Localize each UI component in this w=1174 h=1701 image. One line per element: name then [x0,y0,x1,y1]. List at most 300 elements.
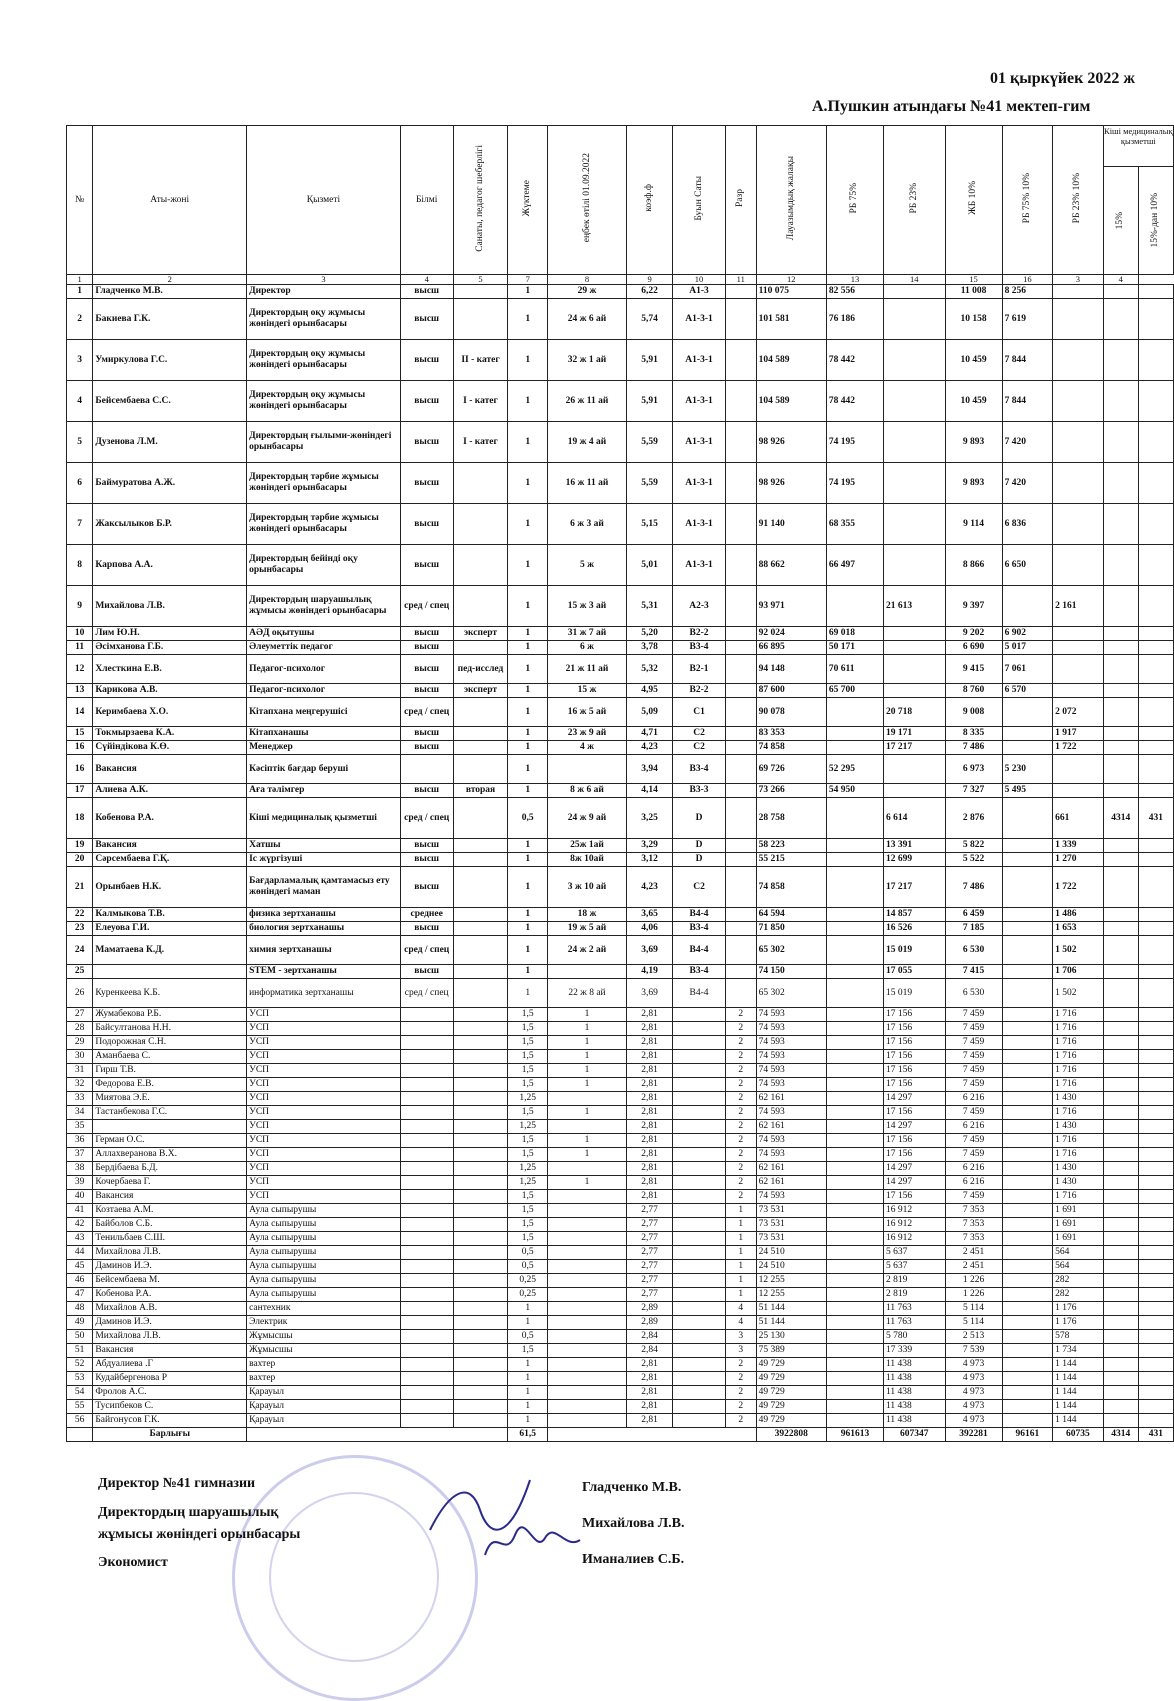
cell-name: Кочербаева Г. [93,1176,247,1190]
cell-razr: 2 [725,1148,756,1162]
cell-edu: среднее [400,908,453,922]
cell-name: Аллахверанова В.Х. [93,1148,247,1162]
cell-p15-10 [1138,641,1173,655]
cell-jb10: 6 216 [945,1092,1002,1106]
table-row [67,908,1174,922]
document-date: 01 қыркүйек 2022 ж [990,70,1135,87]
cell-cat [453,979,508,1008]
cell-p15-10 [1138,1064,1173,1078]
cell-p15-10 [1138,1260,1173,1274]
cell-razr [725,727,756,741]
cell-coef: 2,81 [627,1036,673,1050]
col-jb10: ЖБ 10% [945,126,1002,275]
table-row [67,741,1174,755]
cell-rb75 [826,1246,883,1260]
cell-pos: Директордың шаруашылық жұмысы жөніндегі орынбасары [247,586,401,627]
cell-rb75: 74 195 [826,422,883,463]
cell-exp: 6 ж 3 ай [547,504,626,545]
cell-cat [453,965,508,979]
cell-edu: высш [400,741,453,755]
cell-razr [725,504,756,545]
cell-rb23: 14 297 [884,1092,946,1106]
cell-load: 1 [508,839,548,853]
cell-no: 20 [67,853,93,867]
cell-p15 [1103,641,1138,655]
cell-rb75-10 [1002,1274,1053,1288]
cell-coef: 2,81 [627,1148,673,1162]
cell-p15-10 [1138,1414,1173,1428]
cell-name: Вакансия [93,1190,247,1204]
cell-jb10: 6 530 [945,936,1002,965]
cell-p15-10 [1138,979,1173,1008]
cell-name: Вакансия [93,1344,247,1358]
cell-p15-10 [1138,504,1173,545]
cell-rb75 [826,1372,883,1386]
column-number: 4 [400,275,453,285]
cell-rb23-10: 1 716 [1053,1008,1104,1022]
cell-rb23: 2 819 [884,1274,946,1288]
cell-rb23 [884,422,946,463]
cell-salary: 49 729 [756,1372,826,1386]
cell-p15-10 [1138,741,1173,755]
cell-p15 [1103,1372,1138,1386]
cell-pos: химия зертханашы [247,936,401,965]
cell-edu: высш [400,965,453,979]
cell-p15 [1103,922,1138,936]
cell-razr: 3 [725,1330,756,1344]
cell-rb75: 74 195 [826,463,883,504]
cell-salary: 49 729 [756,1400,826,1414]
cell-pos: Кітапхана меңгерушісі [247,698,401,727]
cell-rb75-10: 7 619 [1002,299,1053,340]
cell-pos: Аула сыпырушы [247,1274,401,1288]
cell-razr [725,922,756,936]
cell-rb23-10: 1 716 [1053,1134,1104,1148]
col-category: Санаты, педагог шеберлігі [453,126,508,275]
cell-pos: биология зертханашы [247,922,401,936]
cell-jb10: 1 226 [945,1274,1002,1288]
cell-cat [453,1064,508,1078]
cell-exp: 31 ж 7 ай [547,627,626,641]
cell-coef: 5,59 [627,422,673,463]
cell-coef: 2,81 [627,1372,673,1386]
cell-rb75: 68 355 [826,504,883,545]
cell-salary: 55 215 [756,853,826,867]
cell-razr: 4 [725,1316,756,1330]
cell-load: 1,5 [508,1106,548,1120]
cell-load: 1 [508,1414,548,1428]
cell-load: 1 [508,965,548,979]
cell-block [673,1260,726,1274]
cell-salary: 24 510 [756,1260,826,1274]
cell-exp: 1 [547,1064,626,1078]
table-row [67,1232,1174,1246]
cell-load: 1,5 [508,1344,548,1358]
cell-rb23-10: 1 486 [1053,908,1104,922]
cell-razr [725,936,756,965]
cell-load: 1 [508,936,548,965]
cell-pos: УСП [247,1162,401,1176]
cell-p15-10 [1138,627,1173,641]
totals-row [67,1428,1174,1442]
cell-pos: вахтер [247,1358,401,1372]
cell-salary: 64 594 [756,908,826,922]
cell-jb10: 7 459 [945,1064,1002,1078]
cell-block [673,1344,726,1358]
cell-rb75 [826,1204,883,1218]
cell-load: 1 [508,586,548,627]
cell-name: Гладченко М.В. [93,285,247,299]
cell-block [673,1036,726,1050]
cell-rb75 [826,1148,883,1162]
cell-load: 1,5 [508,1050,548,1064]
cell-p15 [1103,1134,1138,1148]
cell-rb75: 70 611 [826,655,883,684]
cell-razr [725,839,756,853]
cell-rb23: 6 614 [884,798,946,839]
cell-rb75 [826,1274,883,1288]
cell-p15-10 [1138,1092,1173,1106]
cell-no: 51 [67,1344,93,1358]
cell-rb75 [826,741,883,755]
cell-jb10: 2 876 [945,798,1002,839]
cell-exp: 1 [547,1050,626,1064]
cell-block: В3-4 [673,641,726,655]
cell-rb75 [826,1386,883,1400]
cell-p15-10 [1138,936,1173,965]
total-rb23-10: 60735 [1053,1428,1104,1442]
cell-edu [400,1176,453,1190]
cell-razr [725,463,756,504]
cell-rb75 [826,798,883,839]
cell-jb10: 7 459 [945,1190,1002,1204]
cell-razr: 2 [725,1008,756,1022]
cell-p15 [1103,1078,1138,1092]
cell-p15-10 [1138,698,1173,727]
cell-razr [725,965,756,979]
cell-coef: 5,91 [627,381,673,422]
cell-coef: 2,77 [627,1288,673,1302]
cell-block [673,1050,726,1064]
cell-load: 1 [508,340,548,381]
cell-load: 1 [508,867,548,908]
cell-exp [547,1302,626,1316]
cell-pos: Аула сыпырушы [247,1260,401,1274]
document-title: А.Пушкин атындағы №41 мектеп-гим [812,98,1091,115]
cell-p15 [1103,1204,1138,1218]
table-row [67,627,1174,641]
cell-razr: 1 [725,1246,756,1260]
cell-razr: 1 [725,1260,756,1274]
cell-jb10: 2 451 [945,1246,1002,1260]
cell-salary: 73 531 [756,1204,826,1218]
cell-rb23: 21 613 [884,586,946,627]
cell-razr [725,867,756,908]
cell-no: 7 [67,504,93,545]
cell-rb75-10: 7 844 [1002,381,1053,422]
cell-exp [547,1274,626,1288]
cell-coef: 2,77 [627,1246,673,1260]
cell-salary: 74 593 [756,1134,826,1148]
cell-rb75 [826,979,883,1008]
cell-no: 19 [67,839,93,853]
cell-jb10: 9 415 [945,655,1002,684]
cell-salary: 74 593 [756,1022,826,1036]
cell-coef: 2,81 [627,1176,673,1190]
cell-razr [725,979,756,1008]
cell-p15-10 [1138,727,1173,741]
cell-block [673,1162,726,1176]
cell-pos: Директордың оқу жұмысы жөніндегі орынбасары [247,381,401,422]
cell-rb75-10 [1002,965,1053,979]
cell-coef: 2,81 [627,1120,673,1134]
cell-cat [453,1190,508,1204]
cell-edu: высш [400,655,453,684]
cell-cat [453,1036,508,1050]
cell-load: 0,25 [508,1288,548,1302]
cell-pos: Аула сыпырушы [247,1232,401,1246]
cell-rb75 [826,1232,883,1246]
col-rb23: РБ 23% [884,126,946,275]
cell-salary: 69 726 [756,755,826,784]
cell-rb23: 17 156 [884,1106,946,1120]
cell-load: 1 [508,641,548,655]
cell-edu [400,1288,453,1302]
cell-salary: 74 593 [756,1064,826,1078]
column-number: 7 [508,275,548,285]
table-row [67,784,1174,798]
cell-p15-10 [1138,463,1173,504]
cell-salary: 28 758 [756,798,826,839]
cell-edu: сред / спец [400,979,453,1008]
cell-exp: 1 [547,1148,626,1162]
cell-name: Карпова А.А. [93,545,247,586]
cell-load: 1 [508,545,548,586]
cell-name: Байгонусов Г.К. [93,1414,247,1428]
total-p15: 4314 [1103,1428,1138,1442]
cell-coef: 2,81 [627,1190,673,1204]
col-position: Қызметі [247,126,401,275]
cell-cat [453,867,508,908]
cell-salary: 110 075 [756,285,826,299]
cell-rb75-10 [1002,1204,1053,1218]
cell-jb10: 2 513 [945,1330,1002,1344]
cell-rb23-10: 1 716 [1053,1064,1104,1078]
cell-edu [400,1232,453,1246]
cell-jb10: 5 522 [945,853,1002,867]
cell-edu: высш [400,299,453,340]
col-p15: 15% [1104,167,1139,274]
cell-p15-10 [1138,1134,1173,1148]
cell-p15 [1103,1064,1138,1078]
cell-coef: 2,89 [627,1316,673,1330]
cell-cat [453,698,508,727]
cell-name: Бакиева Г.К. [93,299,247,340]
cell-rb75-10 [1002,1414,1053,1428]
cell-pos: УСП [247,1092,401,1106]
cell-load: 1 [508,1400,548,1414]
cell-no: 46 [67,1274,93,1288]
cell-load: 0,5 [508,798,548,839]
cell-edu: высш [400,285,453,299]
cell-load: 1 [508,979,548,1008]
cell-jb10: 6 690 [945,641,1002,655]
table-row [67,299,1174,340]
cell-razr [725,853,756,867]
cell-rb23-10: 1 430 [1053,1176,1104,1190]
cell-p15-10 [1138,1106,1173,1120]
cell-no: 1 [67,285,93,299]
cell-coef: 2,81 [627,1414,673,1428]
cell-no: 2 [67,299,93,340]
cell-rb23 [884,784,946,798]
cell-name: Лим Ю.Н. [93,627,247,641]
cell-rb23: 17 339 [884,1344,946,1358]
cell-rb23 [884,504,946,545]
cell-p15 [1103,381,1138,422]
table-row [67,340,1174,381]
cell-rb75-10 [1002,1190,1053,1204]
cell-rb23-10: 564 [1053,1246,1104,1260]
cell-jb10: 2 451 [945,1260,1002,1274]
table-row [67,1008,1174,1022]
cell-name: Герман О.С. [93,1134,247,1148]
cell-salary: 74 858 [756,741,826,755]
cell-cat [453,1120,508,1134]
cell-pos: УСП [247,1134,401,1148]
cell-pos: Кітапханашы [247,727,401,741]
cell-p15 [1103,655,1138,684]
cell-no: 40 [67,1190,93,1204]
cell-pos: Жұмысшы [247,1330,401,1344]
cell-coef: 5,15 [627,504,673,545]
cell-rb23-10: 1 502 [1053,936,1104,965]
cell-razr: 2 [725,1078,756,1092]
cell-rb75-10: 8 256 [1002,285,1053,299]
cell-load: 1 [508,299,548,340]
cell-jb10: 9 114 [945,504,1002,545]
cell-load: 1 [508,853,548,867]
cell-block: А1-3-1 [673,299,726,340]
cell-cat [453,545,508,586]
table-row [67,586,1174,627]
cell-block: В2-2 [673,627,726,641]
cell-rb23-10 [1053,627,1104,641]
cell-razr [725,908,756,922]
cell-cat [453,1022,508,1036]
column-number: 3 [1053,275,1104,285]
cell-coef: 5,32 [627,655,673,684]
column-number: 1 [67,275,93,285]
cell-exp [547,1190,626,1204]
cell-salary: 90 078 [756,698,826,727]
cell-rb23-10: 1 716 [1053,1050,1104,1064]
cell-block [673,1092,726,1106]
cell-cat [453,1134,508,1148]
cell-no: 53 [67,1372,93,1386]
cell-coef: 3,25 [627,798,673,839]
cell-rb75 [826,1218,883,1232]
cell-block [673,1148,726,1162]
cell-pos: Директор [247,285,401,299]
cell-exp [547,965,626,979]
cell-jb10: 7 353 [945,1232,1002,1246]
table-row [67,1260,1174,1274]
cell-block: В4-4 [673,936,726,965]
cell-rb75-10: 5 230 [1002,755,1053,784]
table-row [67,1414,1174,1428]
table-row [67,1316,1174,1330]
cell-exp: 1 [547,1022,626,1036]
cell-rb75 [826,1162,883,1176]
cell-no: 33 [67,1092,93,1106]
cell-coef: 6,22 [627,285,673,299]
cell-pos: Менеджер [247,741,401,755]
cell-block [673,1008,726,1022]
cell-block [673,1106,726,1120]
cell-exp: 29 ж [547,285,626,299]
cell-p15-10 [1138,1344,1173,1358]
cell-rb23: 5 637 [884,1246,946,1260]
cell-coef: 5,59 [627,463,673,504]
cell-cat [453,641,508,655]
cell-load: 0,5 [508,1246,548,1260]
staffing-table [66,125,1174,1442]
cell-block [673,1288,726,1302]
cell-edu [400,1386,453,1400]
cell-rb23: 14 297 [884,1120,946,1134]
col-salary: Лауазымдық жалақы [756,126,826,275]
cell-edu [400,1148,453,1162]
cell-razr: 2 [725,1050,756,1064]
cell-rb75 [826,853,883,867]
cell-jb10: 6 216 [945,1120,1002,1134]
column-number-row [67,275,1174,285]
cell-salary: 73 266 [756,784,826,798]
cell-rb23-10: 1 144 [1053,1400,1104,1414]
cell-cat [453,798,508,839]
cell-razr: 2 [725,1176,756,1190]
cell-p15-10 [1138,684,1173,698]
cell-p15-10 [1138,1176,1173,1190]
total-p15-10: 431 [1138,1428,1173,1442]
cell-cat [453,1344,508,1358]
cell-salary: 51 144 [756,1316,826,1330]
cell-razr: 1 [725,1218,756,1232]
cell-exp: 19 ж 4 ай [547,422,626,463]
cell-block [673,1274,726,1288]
cell-load: 1 [508,285,548,299]
cell-salary: 104 589 [756,340,826,381]
cell-pos: Аула сыпырушы [247,1288,401,1302]
cell-p15-10 [1138,1400,1173,1414]
cell-edu: высш [400,545,453,586]
col-med-group [1103,126,1173,275]
cell-pos: УСП [247,1022,401,1036]
cell-rb23: 17 156 [884,1078,946,1092]
cell-coef: 3,12 [627,853,673,867]
cell-exp: 5 ж [547,545,626,586]
table-row [67,1120,1174,1134]
table-row [67,1078,1174,1092]
cell-no: 35 [67,1120,93,1134]
table-row [67,504,1174,545]
cell-rb23: 15 019 [884,936,946,965]
cell-block: D [673,853,726,867]
cell-load: 1,5 [508,1232,548,1246]
cell-salary: 98 926 [756,463,826,504]
cell-load: 1,5 [508,1134,548,1148]
